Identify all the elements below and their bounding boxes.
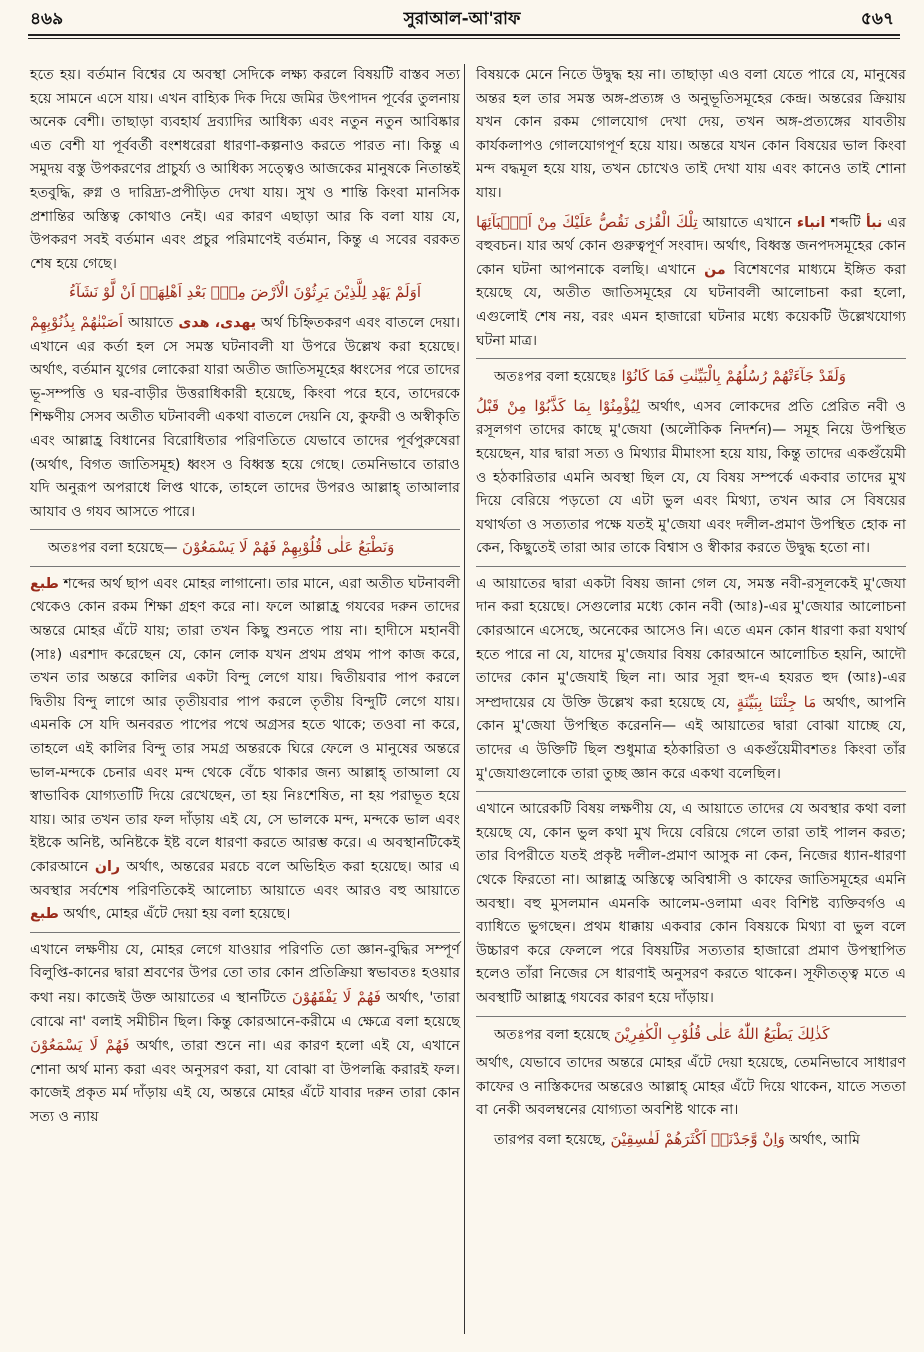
paragraph: تِلْكَ الْقُرٰى نَقُصُّ عَلَيْكَ مِنْ اَنْۢبَآئِهَا আয়াতে এখানে انباء শব্দটি نبأ এর বহুবচন। যার অর্থ কোন গুরুত্বপূর্ণ সংবাদ। অর্থাৎ, বিধ্বস্ত জনপদসমূহের কোন কোন ঘটনা আপনাকে বলছি। এখানে من বিশেষণের মাধ্যমে ইঙ্গিত করা হয়েছে যে, অতীত জাতিসমূহের যে ঘটনাবলী আলোচনা করা হলো, এগুলোই শেষ নয়, বরং এমন হাজারো ঘটনার মধ্যে কয়েকটি উল্লেখযোগ্য ঘটনা মাত্র। (476, 212, 907, 349)
paragraph: এখানে আরেকটি বিষয় লক্ষণীয় যে, এ আয়াতে তাদের যে অবস্থার কথা বলা হয়েছে যে, কোন ভুল কথা মুখ দিয়ে বেরিয়ে গেলে তারা তাই পালন করত; তার বিপরীতে যতই প্রকৃষ্ট দলীল-প্রমাণ আসুক না কেন, নিজের ধ্যান-ধারণা থেকে ফিরতো না। আল্লাহ্র অস্তিত্বে অবিশ্বাসী ও কাফের জাতিসমূহের এমনি অবস্থা। বহু মুসলমান এমনকি আলেম-ওলামা এবং বিশিষ্ট ব্যক্তিবর্গও এ ব্যাধিতে ভুগছেন। প্রথম ধাক্কায় একবার কোন বিষয়কে মিথ্যা বা ভুল বলে উচ্চারণ করে ফেললে পরে বিষয়টির সত্যতার হাজারো প্রমাণ উপস্থাপিত হলেও তাঁরা নিজের সে ধারণাই অনুসরণ করতে থাকেন। সূফীতত্ত্ব মতে এ অবস্থাটি আল্লাহ্র গযবের কারণ হয়ে দাঁড়ায়। (476, 791, 906, 1010)
page-title: সুরাআল-আ'রাফ (403, 9, 521, 29)
page-number-right: ৫৬৭ (860, 9, 894, 29)
arabic-word: نبأ (865, 214, 883, 231)
arabic-verse: فَهُمْ لَا يَفْقَهُوْنَ (291, 987, 381, 1006)
section-heading: তারপর বলা হয়েছে, وَاِنْ وَّجَدْنَاۤ اَكْثَرَهُمْ لَفٰسِقِيْنَ অর্থাৎ, আমি (494, 1129, 861, 1148)
arabic-verse: وَنَطْبَعُ عَلٰى قُلُوْبِهِمْ فَهُمْ لَا يَسْمَعُوْنَ (182, 538, 395, 557)
section-heading: অতঃপর বলা হয়েছেঃ وَلَقَدْ جَآءَتْهُمْ رُسُلُهُمْ بِالْبَيِّنٰتِ فَمَا كَانُوْا (476, 358, 906, 390)
paragraph: হতে হয়। বর্তমান বিশ্বের যে অবস্থা সেদিকে লক্ষ্য করলে বিষয়টি বাস্তব সত্য হয়ে সামনে এসে যায়। এখন বাহ্যিক দিক দিয়ে জমির উৎপাদন পূর্বের তুলনায় অনেক বেশী। তাছাড়া ব্যবহার্য দ্রব্যাদির আধিক্য এবং নতুন নতুন আবিষ্কার এত বেশী যা পূর্ববর্তী বংশধরেরা ধারণা-কল্পনাও করতে পারত না। কিন্তু এ সমুদয় বস্তু উপকরণের প্রাচুর্য্য ও আধিক্য সত্ত্বেও আজকের মানুষকে নিতান্তই হতবুদ্ধি, রুগ্ন ও দারিদ্র্য-প্রপীড়িত দেখা যায়। সুখ ও শান্তি কিংবা মানসিক প্রশান্তির অস্তিত্ব কোথাও নেই। এর কারণ এছাড়া আর কি বলা যায় যে, উপকরণ সবই বর্তমান এবং প্রচুর পরিমাণেই বর্তমান, কিন্তু এ সবের বরকত শেষ হয়ে গেছে। (30, 67, 461, 272)
header-rule-thin (28, 38, 900, 39)
arabic-verse: مَا جِئْتَنَا بِبَيِّنَةٍ (736, 692, 817, 711)
paragraph: এখানে লক্ষণীয় যে, মোহর লেগে যাওয়ার পরিণতি তো জ্ঞান-বুদ্ধির সম্পূর্ণ বিলুপ্তি-কানের দ্বারা শ্রবণের উপর তো তার কোন প্রতিক্রিয়া স্বভাবতঃ হওয়ার কথা নয়। কাজেই উক্ত আয়াতের এ স্থানটিতে فَهُمْ لَا يَفْقَهُوْنَ অর্থাৎ, 'তারা বোঝে না' বলাই সমীচীন ছিল। কিন্তু কোরআনে-করীমে এ ক্ষেত্রে বলা হয়েছে فَهُمْ لَا يَسْمَعُوْنَ অর্থাৎ, তারা শুনে না। এর কারণ হলো এই যে, এখানে শোনা অর্থ মান্য করা এবং অনুসরণ করা, যা বোঝা বা উপলব্ধি করারই ফল। কাজেই প্রকৃত মর্ম দাঁড়ায় এই যে, অন্তরে মোহর এঁটে যাবার দরুন তারা কোন সত্য ও ন্যায় (30, 932, 460, 1130)
arabic-word: يهدى، هدى (178, 314, 257, 331)
arabic-verse: وَاِنْ وَّجَدْنَاۤ اَكْثَرَهُمْ لَفٰسِقِيْنَ (610, 1129, 785, 1148)
paragraph: অর্থাৎ, যেভাবে তাদের অন্তরে মোহর এঁটে দেয়া হয়েছে, তেমনিভাবে সাধারণ কাফের ও নাস্তিকদের অন্তরেও আল্লাহ্ মোহর এঁটে দিয়ে থাকেন, যাতে সততা বা নেকী অবলম্বনের যোগ্যতা অবশিষ্ট থাকে না। (476, 1055, 906, 1119)
paragraph: طبع শব্দের অর্থ ছাপ এবং মোহর লাগানো। তার মানে, এরা অতীত ঘটনাবলী থেকেও কোন রকম শিক্ষা গ্রহণ করে না। ফলে আল্লাহ্র গযবের দরুন তাদের অন্তরে মোহর এঁটে যায়; তারা তখন কিছু শুনতে পায় না। হাদীসে মহানবী (সাঃ) এরশাদ করেছেন যে, কোন লোক যখন প্রথম প্রথম পাপ কাজ করে, তখন তার অন্তরে কালির একটা বিন্দু লেগে যায়। দ্বিতীয়বার পাপ করলে দ্বিতীয় বিন্দু লাগে আর তৃতীয়বার পাপ করলে তৃতীয় বিন্দুটি লেগে যায়। এমনকি সে যদি অনবরত পাপের পথে অগ্রসর হতে থাকে; তওবা না করে, তাহলে এই কালির বিন্দু তার সমগ্র অন্তরকে ঘিরে ফেলে ও মানুষের অন্তরে ভাল-মন্দকে চেনার এবং মন্দ থেকে বেঁচে থাকার জন্য আল্লাহ্ তাআলা যে স্বাভাবিক যোগ্যতাটি দিয়ে রেখেছেন, তা হয় নিঃশেষিত, না হয় পরাভূত হয়ে যায়। আর তখন তার ফল দাঁড়ায় এই যে, সে ভালকে মন্দ, মন্দকে ভাল এবং ইষ্টকে অনিষ্ট, অনিষ্টকে ইষ্ট বলে ধারণা করতে আরম্ভ করে। এ অবস্থানটিকেই কোরআনে ران অর্থাৎ, অন্তরের মরচে বলে অভিহিত করা হয়েছে। আর এ অবস্থার সর্বশেষ পরিণতিকেই আলোচ্য আয়াতে এবং আরও বহু আয়াতে طبع অর্থাৎ, মোহর এঁটে দেয়া হয় বলা হয়েছে। (30, 566, 460, 927)
arabic-verse: فَهُمْ لَا يَسْمَعُوْنَ (30, 1036, 130, 1055)
arabic-verse: اَوَلَمْ يَهْدِ لِلَّذِيْنَ يَرِثُوْنَ الْاَرْضَ مِنْۢ بَعْدِ اَهْلِهَاۤ اَنْ لَّوْ نَشَآءُ (68, 283, 422, 302)
paragraph: বিষয়কে মেনে নিতে উদ্বুদ্ধ হয় না। তাছাড়া এও বলা যেতে পারে যে, মানুষের অন্তর হল তার সমস্ত অঙ্গ-প্রত্যঙ্গ ও অনুভূতিসমূহের কেন্দ্র। অন্তরের ক্রিয়ায় যখন কোন রকম গোলযোগ দেখা দেয়, তখন অঙ্গ-প্রত্যঙ্গের যাবতীয় কার্যকলাপও গোলযোগপূর্ণ হয়ে যায়। অন্তরে যখন কোন বিষয়ের ভাল কিংবা মন্দ বদ্ধমূল হয়ে যায়, তখন চোখেও তাই দেখা যায় এবং কানেও তাই শোনা যায়। (476, 67, 906, 201)
left-column (30, 64, 460, 1135)
page-number-left: ৪৬৯ (30, 9, 64, 29)
arabic-word: طبع (30, 575, 59, 592)
arabic-verse: تِلْكَ الْقُرٰى نَقُصُّ عَلَيْكَ مِنْ اَنْۢبَآئِهَا (476, 212, 698, 231)
arabic-verse: وَلَقَدْ جَآءَتْهُمْ رُسُلُهُمْ بِالْبَيِّنٰتِ فَمَا كَانُوْا (621, 367, 847, 386)
column-divider (464, 64, 465, 1334)
arabic-verse: اَصَبْنٰهُمْ بِذُنُوْبِهِمْ (30, 312, 124, 331)
section-heading: অতঃপর বলা হয়েছে— وَنَطْبَعُ عَلٰى قُلُوْبِهِمْ فَهُمْ لَا يَسْمَعُوْنَ (30, 529, 460, 561)
arabic-word: من (704, 261, 726, 278)
paragraph: এ আয়াতের দ্বারা একটা বিষয় জানা গেল যে, সমস্ত নবী-রসূলকেই মু'জেযা দান করা হয়েছে। সেগুলোর মধ্যে কোন নবী (আঃ)-এর মু'জেযার আলোচনা কোরআনে এসেছে, অনেকের আসেও নি। এতে এমন কোন ধারণা করা যথার্থ হতে পারে না যে, যাদের মু'জেযার বিষয় কোরআনে আলোচিত হয়নি, আদৌ তাদের কোন মু'জেযাই ছিল না। আর সূরা হুদ-এ হযরত হুদ (আঃ)-এর সম্প্রদায়ের যে উক্তি উল্লেখ করা হয়েছে যে, مَا جِئْتَنَا بِبَيِّنَةٍ অর্থাৎ, আপনি কোন মু'জেযা উপস্থিত করেননি— এই আয়াতের দ্বারা বোঝা যাচ্ছে যে, তাদের এ উক্তিটি ছিল শুধুমাত্র হঠকারিতা ও একগুঁয়েমীবশতঃ কিংবা তাঁর মু'জেযাগুলোকে তারা তুচ্ছ জ্ঞান করে একথা বলেছিল। (476, 566, 906, 786)
arabic-word: طبع (30, 906, 59, 923)
paragraph: اَصَبْنٰهُمْ بِذُنُوْبِهِمْ আয়াতে يهدى، هدى অর্থ চিহ্নিতকরণ এবং বাতলে দেয়া। এখানে এর কর্তা হল সে সমস্ত ঘটনাবলী যা উপরে উল্লেখ করা হয়েছে। অর্থাৎ, বর্তমান যুগের লোকেরা যারা অতীত জাতিসমূহের ধ্বংসের পরে তাদের ভূ-সম্পত্তি ও ঘর-বাড়ীর উত্তরাধিকারী হয়েছে, কিংবা পরে হবে, তাদেরকে শিক্ষণীয় সেসব অতীত ঘটনাবলী একথা বাতলে দেয়নি যে, কুফরী ও অস্বীকৃতি এবং আল্লাহ্র বিধানের বিরোধিতার পরিণতিতে যেভাবে তাদের পূর্বপুরুষেরা (অর্থাৎ, বিগত জাতিসমূহ) ধ্বংস ও বিধ্বস্ত হয়ে গেছে। তেমনিভাবে তারাও যদি অনুরূপ অপরাধে লিপ্ত থাকে, তাহলে তাদের উপরও আল্লাহ্ তাআলার আযাব ও গযব আসতে পারে। (30, 312, 461, 520)
arabic-word: ران (94, 859, 120, 875)
paragraph: لِيُؤْمِنُوْا بِمَا كَذَّبُوْا مِنْ قَبْلُ অর্থাৎ, এসব লোকদের প্রতি প্রেরিত নবী ও রসূলগণ তাদের কাছে মু'জেযা (অলৌকিক নিদর্শন)— সমূহ নিয়ে উপস্থিত হয়েছেন, যার দ্বারা সত্য ও মিথ্যার মীমাংসা হয়ে যায়, কিন্তু তাদের একগুঁয়েমী ও হঠকারিতার এমনি অবস্থা ছিল যে, যে বিষয় সম্পর্কে একবার তাদের মুখ দিয়ে বেরিয়ে পড়তো যে এটা ভুল এবং মিথ্যা, তখন আর সে বিষয়ের যথার্থতা ও সত্যতার পক্ষে যতই মু'জেযা এবং দলীল-প্রমাণ উপস্থিত হোক না কেন, কিছুতেই তারা আর তাকে বিশ্বাস ও স্বীকার করতে উদ্বুদ্ধ হতো না। (476, 396, 906, 557)
right-column (476, 64, 906, 1158)
section-heading: অতঃপর বলা হয়েছে كَذٰلِكَ يَطْبَعُ اللّٰهُ عَلٰى قُلُوْبِ الْكٰفِرِيْنَ (476, 1016, 906, 1048)
header-rule (28, 34, 900, 36)
arabic-verse: لِيُؤْمِنُوْا بِمَا كَذَّبُوْا مِنْ قَبْلُ (476, 396, 641, 415)
arabic-verse: كَذٰلِكَ يَطْبَعُ اللّٰهُ عَلٰى قُلُوْبِ الْكٰفِرِيْنَ (613, 1024, 830, 1043)
arabic-word: انباء (796, 214, 826, 231)
